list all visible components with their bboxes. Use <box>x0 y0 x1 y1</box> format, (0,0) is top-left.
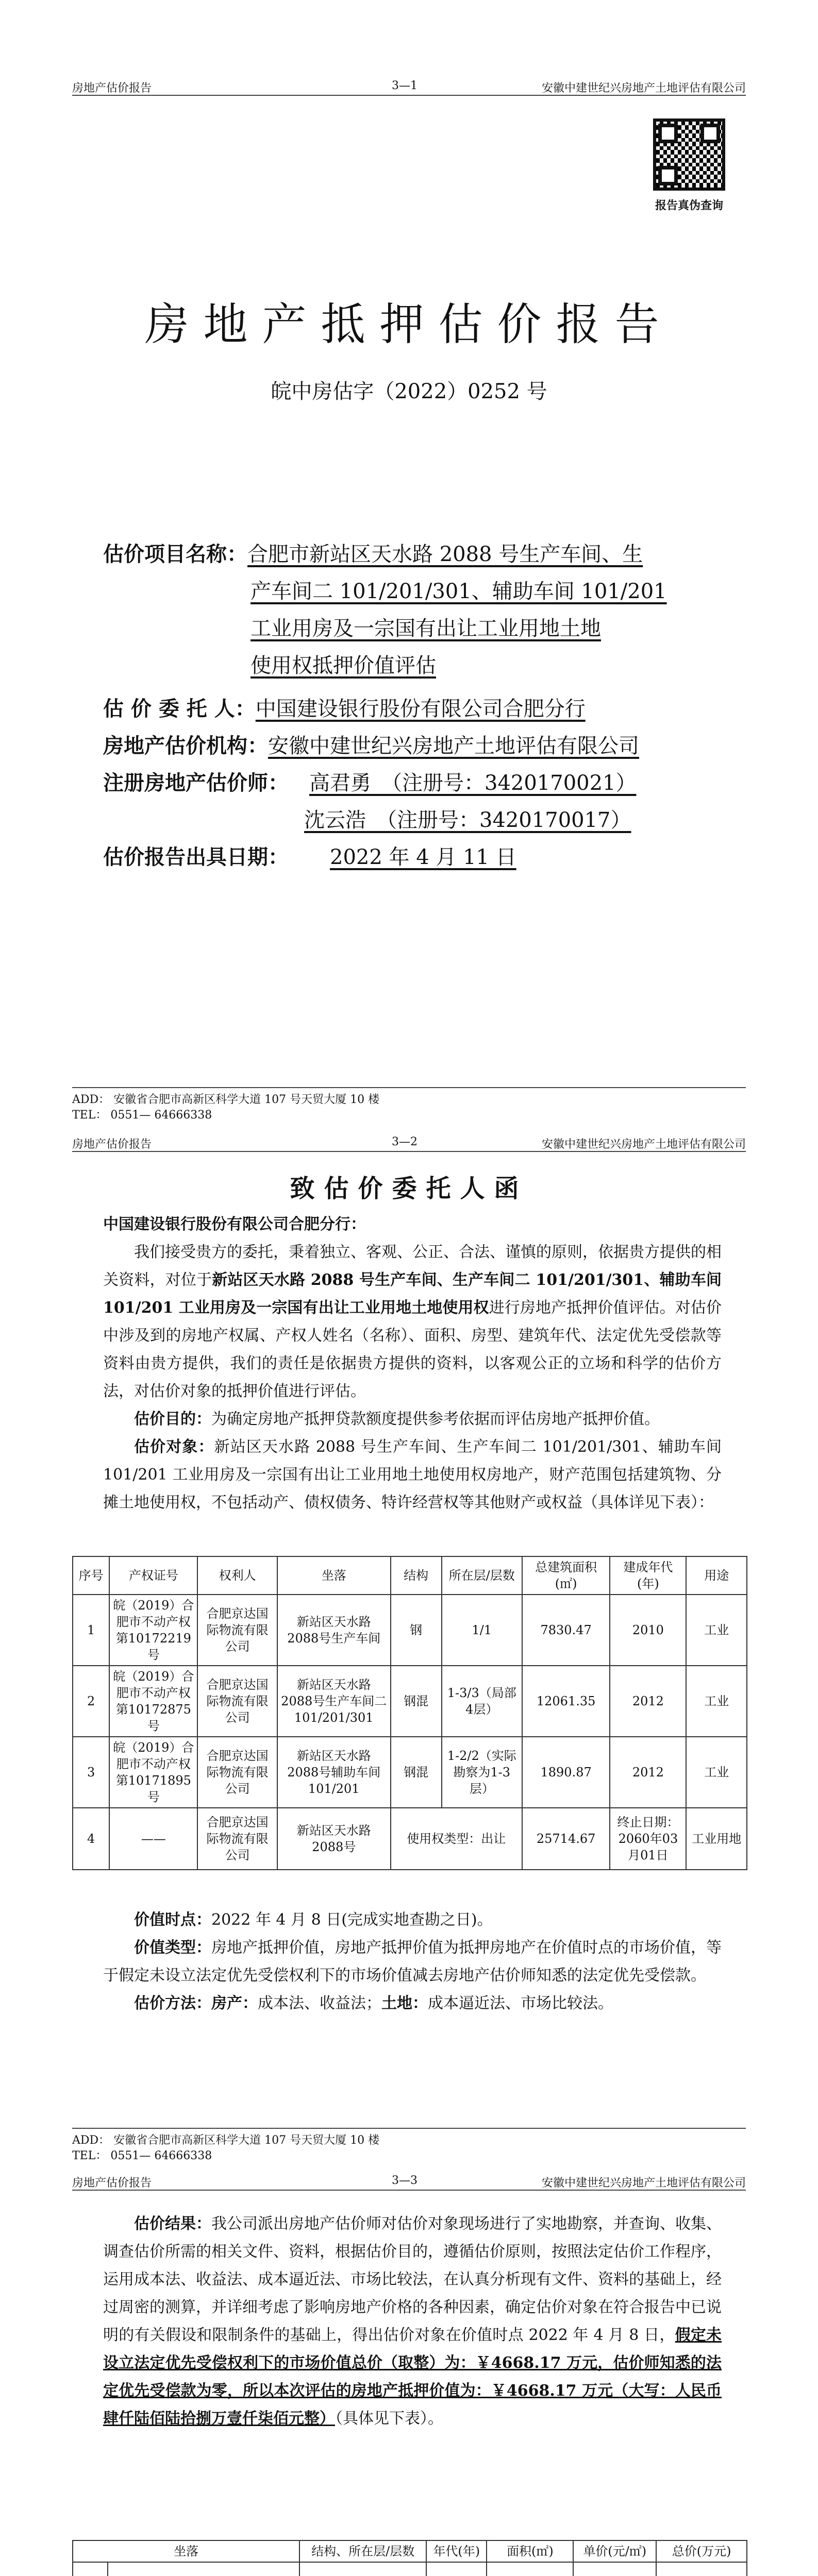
column-header: 序号 <box>73 1556 109 1595</box>
page1-header <box>72 77 746 96</box>
table-cell: 皖（2019）合肥市不动产权第10172219 号 <box>109 1595 197 1666</box>
qr-caption: 报告真伪查询 <box>655 199 723 212</box>
project-label: 估价项目名称： <box>103 542 247 566</box>
table-row <box>73 1808 747 1870</box>
table-cell <box>108 2562 299 2576</box>
table-cell: 1890.87 <box>522 1737 610 1808</box>
letter-body-2 <box>103 1906 722 2018</box>
valtype-label: 价值类型： <box>134 1939 211 1957</box>
purpose-label: 估价目的： <box>134 1410 211 1428</box>
header-left: 房地产估价报告 <box>72 2177 152 2190</box>
table-row <box>73 1737 747 1808</box>
method-label: 估价方法： <box>134 1994 211 2012</box>
letter-title: 致估价委托人函 <box>290 1174 528 1203</box>
header-page-number: 3—3 <box>392 2174 418 2187</box>
table-cell: 12061.35 <box>522 1666 610 1737</box>
column-header: 所在层/层数 <box>442 1556 522 1595</box>
letter-body-1 <box>103 1211 722 1517</box>
footer-address: ADD： 安徽省合肥市高新区科学大道 107 号天贸大厦 10 楼 <box>72 1093 380 1106</box>
purpose: 为确定房地产抵押贷款额度提供参考依据而评估房地产抵押价值。 <box>211 1410 660 1428</box>
valtype: 房地产抵押价值，房地产抵押价值为抵押房地产在价值时点的市场价值，等于假定未设立法定优先受偿权利下的市场价值减去房地产估价师知悉的法定优先受偿款。 <box>103 1939 722 1985</box>
table-cell: 7830.47 <box>522 1595 610 1666</box>
column-header: 坐落 <box>73 2540 299 2562</box>
table-cell: 合肥京达国际物流有限公司 <box>197 1595 277 1666</box>
method-land: 成本逼近法、市场比较法。 <box>428 1994 613 2012</box>
method-land-label: 土地： <box>381 1994 428 2012</box>
appraiser-label: 注册房地产估价师： <box>103 771 289 795</box>
table-cell: 合肥京达国际物流有限公司 <box>197 1737 277 1808</box>
page1-footer <box>72 1087 746 1123</box>
table-cell: 新站区天水路 2088号辅助车间101/201 <box>277 1737 391 1808</box>
method-house: 成本法、收益法； <box>258 1994 381 2012</box>
footer-address: ADD： 安徽省合肥市高新区科学大道 107 号天贸大厦 10 楼 <box>72 2134 380 2147</box>
page2-header <box>72 1133 746 1152</box>
column-header: 建成年代(年) <box>610 1556 686 1595</box>
valdate-label: 价值时点： <box>134 1911 211 1929</box>
table-cell: 3 <box>73 1737 109 1808</box>
valuation-table <box>72 2540 747 2576</box>
footer-tel: TEL： 0551— 64666338 <box>72 1109 212 1122</box>
table-cell: 新站区天水路 2088号 <box>277 1808 391 1870</box>
valuation-result <box>103 2210 722 2433</box>
table-cell: 工业 <box>686 1595 747 1666</box>
valdate: 2022 年 4 月 8 日(完成实地查勘之日)。 <box>211 1911 493 1929</box>
table-row <box>73 1595 747 1666</box>
cover-details <box>103 690 737 876</box>
table-cell: 合肥京达国际物流有限公司 <box>197 1808 277 1870</box>
object-label: 估价对象： <box>134 1438 214 1456</box>
appraiser-1: 高君勇 （注册号：3420170021） <box>309 771 637 795</box>
p1-c: 进行房地产抵押价值评估。对估价中涉及到的房地产权属、产权人姓名（名称）、面积、房型、建筑年代、法定优先受偿款等资料由贵方提供，我们的责任是依据贵方提供的资料，以客观公正的立场和科学的估价方法，对估价对象的抵押价值进行评估。 <box>103 1299 722 1400</box>
table-cell: 使用权类型：出让 <box>391 1808 522 1870</box>
table-cell <box>73 2562 108 2576</box>
column-header: 用途 <box>686 1556 747 1595</box>
method-house-label: 房产： <box>211 1994 258 2012</box>
table-cell: 4 <box>73 1808 109 1870</box>
table-cell: 1/1 <box>442 1595 522 1666</box>
p1-b: 提供的相关资料，对位于 <box>103 1243 722 1289</box>
property-table <box>72 1556 747 1870</box>
table-cell: 1-3/3（局部4层） <box>442 1666 522 1737</box>
column-header: 坐落 <box>277 1556 391 1595</box>
table-cell: 25714.67 <box>522 1808 610 1870</box>
table-cell: 合肥京达国际物流有限公司 <box>197 1666 277 1737</box>
table-cell: 工业用地 <box>686 1808 747 1870</box>
page3-header <box>72 2172 746 2191</box>
result-c: （具体见下表）。 <box>335 2410 443 2428</box>
column-header: 结构 <box>391 1556 442 1595</box>
org-name: 安徽中建世纪兴房地产土地评估有限公司 <box>268 734 639 758</box>
p1-a: 我们接受贵方的委托，秉着独立、客观、公正、合法、谨慎的原则，依据贵方 <box>134 1243 660 1261</box>
table-cell <box>426 2562 487 2576</box>
letter-recipient: 中国建设银行股份有限公司合肥分行： <box>103 1215 366 1233</box>
table-cell: 终止日期：2060年03月01日 <box>610 1808 686 1870</box>
column-header: 总价(万元) <box>656 2540 747 2562</box>
result-bold: 假定未设立法定优先受偿权利下的市场价值总价（取整）为：￥4668.17 万元，估价师知悉的法定优先受偿款为零，所以本次评估的房地产抵押价值为：￥4668.17 万元（大写：人民币肆仟陆佰陆拾捌万壹仟柒佰元整） <box>103 2326 722 2428</box>
table-cell: 1 <box>73 1595 109 1666</box>
table-cell: 2012 <box>610 1737 686 1808</box>
project-name-block <box>103 536 737 684</box>
table-cell: 钢 <box>391 1595 442 1666</box>
report-title: 房地产抵押估价报告 <box>144 299 674 350</box>
table-cell: 工业 <box>686 1737 747 1808</box>
header-right: 安徽中建世纪兴房地产土地评估有限公司 <box>541 2177 746 2190</box>
project-line-4: 使用权抵押价值评估 <box>251 654 436 677</box>
table-cell: 2010 <box>610 1595 686 1666</box>
table-cell <box>573 2562 656 2576</box>
result-a: 我公司派出房地产估价师对估价对象现场进行了实地勘察，并查询、收集、调查估价所需的相关文件、资料，根据估价目的，遵循估价原则，按照法定估价工作程序，运用成本法、收益法、成本逼近法、市场比较法，在认真分析现有文件、资料的基础上，经过周密的测算，并详细考虑了影响房地产价格的各种因素，确定估价对象在符合报告中已说明的有关假设和限制条件的基础上，得出估价对象在价值时点 2022 年 4 月 8 日， <box>103 2215 722 2344</box>
table-cell: 皖（2019）合肥市不动产权第10172875 号 <box>109 1666 197 1737</box>
column-header: 年代(年) <box>426 2540 487 2562</box>
page2-footer <box>72 2128 746 2164</box>
header-right: 安徽中建世纪兴房地产土地评估有限公司 <box>541 82 746 95</box>
appraiser-2: 沈云浩 （注册号：3420170017） <box>304 808 631 832</box>
report-date: 2022 年 4 月 11 日 <box>330 845 516 869</box>
table-cell: 工业 <box>686 1666 747 1737</box>
column-header: 产权证号 <box>109 1556 197 1595</box>
table-cell <box>487 2562 573 2576</box>
column-header: 结构、所在层/层数 <box>299 2540 426 2562</box>
result-label: 估价结果： <box>134 2215 211 2233</box>
object-text: 新站区天水路 2088 号生产车间、生产车间二 101/201/301、辅助车间 101/201 工业用房及一宗国有出让工业用地土地使用权房地产，财产范围包括建筑物、分摊土地使用权，不包括动产、债权债务、特许经营权等其他财产或权益（具体详见下表）： <box>103 1438 722 1512</box>
header-left: 房地产估价报告 <box>72 82 152 95</box>
table-cell: 2012 <box>610 1666 686 1737</box>
report-number: 皖中房估字（2022）0252 号 <box>271 380 547 403</box>
column-header: 总建筑面积(㎡) <box>522 1556 610 1595</box>
project-line-2: 产车间二 101/201/301、辅助车间 101/201 <box>251 580 667 603</box>
date-label: 估价报告出具日期： <box>103 845 289 869</box>
client-name: 中国建设银行股份有限公司合肥分行 <box>255 697 586 721</box>
table-cell: 1-2/2（实际勘察为1-3层） <box>442 1737 522 1808</box>
column-header: 单价(元/㎡) <box>573 2540 656 2562</box>
table-cell: 皖（2019）合肥市不动产权第10171895 号 <box>109 1737 197 1808</box>
project-line-1: 合肥市新站区天水路 2088 号生产车间、生 <box>247 543 643 566</box>
header-page-number: 3—2 <box>392 1136 418 1148</box>
p1-bold: 新站区天水路 2088 号生产车间、生产车间二 101/201/301、辅助车间 101/201 工业用房及一宗国有出让工业用地土地使用权 <box>103 1271 722 1317</box>
table-cell <box>299 2562 426 2576</box>
table-cell: 钢混 <box>391 1666 442 1737</box>
table-row <box>73 2562 747 2576</box>
table-cell <box>656 2562 747 2576</box>
header-right: 安徽中建世纪兴房地产土地评估有限公司 <box>541 1138 746 1151</box>
org-label: 房地产估价机构： <box>103 734 268 758</box>
header-page-number: 3—1 <box>392 79 418 92</box>
table-cell: 新站区天水路 2088号生产车间二101/201/301 <box>277 1666 391 1737</box>
project-line-3: 工业用房及一宗国有出让工业用地土地 <box>251 617 601 640</box>
table-row <box>73 1666 747 1737</box>
footer-tel: TEL： 0551— 64666338 <box>72 2149 212 2162</box>
table-cell: —— <box>109 1808 197 1870</box>
qr-code-icon[interactable] <box>653 118 725 191</box>
table-cell: 新站区天水路 2088号生产车间 <box>277 1595 391 1666</box>
header-left: 房地产估价报告 <box>72 1138 152 1151</box>
column-header: 权利人 <box>197 1556 277 1595</box>
table-cell: 钢混 <box>391 1737 442 1808</box>
client-label: 估 价 委 托 人： <box>103 697 256 721</box>
column-header: 面积(㎡) <box>487 2540 573 2562</box>
table-cell: 2 <box>73 1666 109 1737</box>
